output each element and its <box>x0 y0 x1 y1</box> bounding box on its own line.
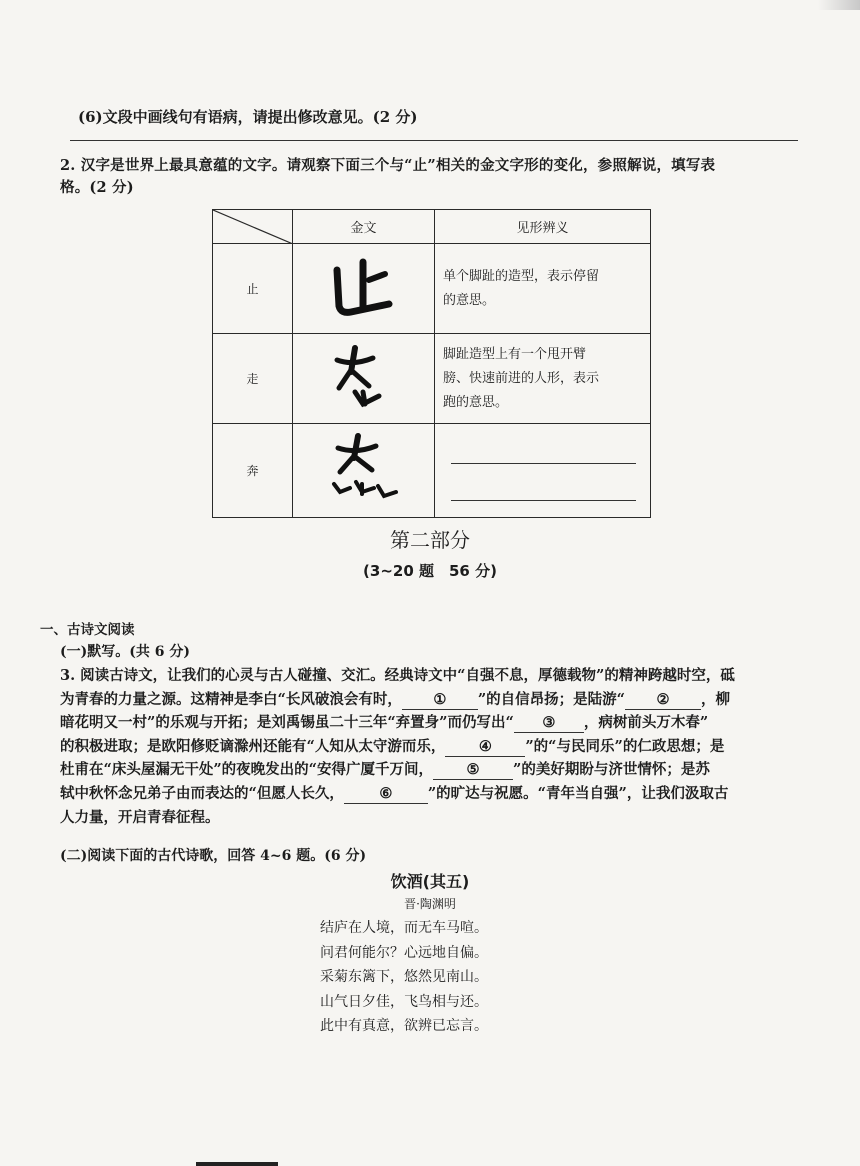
poem-line: 此中有真意，欲辨已忘言。 <box>320 1018 488 1034</box>
row-desc-ben-answer-blank[interactable] <box>435 424 651 518</box>
desc-line: 膀、快速前进的人形，表示 <box>443 370 600 386</box>
blank-4[interactable]: ④ <box>445 738 525 757</box>
q3-text: ”的旷达与祝愿。“青年当自强”，让我们汲取古 <box>427 784 729 802</box>
zou-bronze-glyph-icon <box>293 334 435 424</box>
answer-line[interactable] <box>451 441 636 464</box>
blank-5[interactable]: ⑤ <box>433 761 513 780</box>
q3-text: ”的自信昂扬；是陆游“ <box>477 690 626 708</box>
q3-text: ，病树前头万木春” <box>583 714 709 732</box>
row-desc-zhi <box>435 244 651 334</box>
blank-2[interactable]: ② <box>625 691 701 710</box>
poem-line: 山气日夕佳，飞鸟相与还。 <box>320 993 488 1010</box>
row-desc-zou <box>435 334 651 424</box>
character-table <box>212 209 651 518</box>
q3-text: 轼中秋怀念兄弟子由而表达的“但愿人长久， <box>60 784 344 802</box>
poem-title: 饮酒(其五) <box>390 872 470 891</box>
question-6: (6)文段中画线句有语病，请提出修改意见。(2 分) <box>78 108 418 126</box>
ben-bronze-glyph-icon <box>293 424 435 518</box>
section-1-title: 一、古诗文阅读 <box>40 622 135 638</box>
q3-text: ，柳 <box>701 690 731 708</box>
row-label-zou: 走 <box>213 334 293 424</box>
q3-text: 杜甫在“床头屋漏无干处”的夜晚发出的“安得广厦千万间， <box>60 761 434 779</box>
q3-text: ”的美好期盼与济世情怀；是苏 <box>513 761 710 779</box>
header-meaning: 见形辨义 <box>435 210 651 244</box>
poem-author: 晋·陶渊明 <box>404 897 456 911</box>
q3-line <box>60 782 808 806</box>
q3-text: 人力量，开启青春征程。 <box>60 808 220 826</box>
header-bronze-script: 金文 <box>293 210 435 244</box>
table-corner-cell <box>213 210 293 244</box>
desc-line: 的意思。 <box>443 292 496 308</box>
row-label-ben: 奔 <box>213 424 293 518</box>
desc-line: 跑的意思。 <box>443 394 509 410</box>
part-2-title: 第二部分 <box>390 528 470 552</box>
blank-1[interactable]: ① <box>402 691 478 710</box>
q3-line <box>60 806 808 830</box>
row-label-zhi: 止 <box>213 244 293 334</box>
blank-6[interactable]: ⑥ <box>344 785 428 804</box>
subsection-2-title: (二)阅读下面的古代诗歌，回答 4~6 题。(6 分) <box>60 848 367 864</box>
q3-text: 为青春的力量之源。这精神是李白“长风破浪会有时， <box>60 690 402 708</box>
q3-text: ”的“与民同乐”的仁政思想；是 <box>525 737 725 755</box>
poem-body <box>320 916 488 1039</box>
diagonal-line <box>213 210 293 244</box>
poem-line: 结庐在人境，而无车马喧。 <box>320 920 488 936</box>
q3-text: 暗花明又一村”的乐观与开拓；是刘禹锡虽二十三年“弃置身”而仍写出“ <box>60 714 514 732</box>
q3-line <box>60 735 808 759</box>
q3-line <box>60 758 808 782</box>
zhi-bronze-glyph-icon <box>293 244 435 334</box>
part-2-subtitle: (3~20 题 56 分) <box>363 562 497 580</box>
page-edge-mark <box>196 1162 278 1166</box>
question-2-line-1: 2. 汉字是世界上最具意蕴的文字。请观察下面三个与“止”相关的金文字形的变化，参照解说，填写表 <box>60 157 716 174</box>
blank-3[interactable]: ③ <box>514 714 584 733</box>
desc-line: 单个脚趾的造型，表示停留 <box>443 268 600 284</box>
question-2-line-2: 格。(2 分) <box>60 179 134 196</box>
question-3 <box>60 664 808 829</box>
poem-line: 问君何能尔？心远地自偏。 <box>320 944 488 961</box>
answer-line[interactable] <box>451 478 636 501</box>
scan-corner-shadow <box>818 0 860 10</box>
q3-line <box>60 711 808 735</box>
q3-line <box>60 688 808 712</box>
q3-text: 的积极进取；是欧阳修贬谪滁州还能有“人知从太守游而乐， <box>60 737 446 755</box>
divider-rule <box>70 140 798 141</box>
q3-line <box>60 664 808 688</box>
subsection-1-title: (一)默写。(共 6 分) <box>60 644 190 660</box>
q3-text: 3. 阅读古诗文，让我们的心灵与古人碰撞、交汇。经典诗文中“自强不息，厚德载物”的精神跨越时空，砥 <box>60 667 735 684</box>
desc-line: 脚趾造型上有一个甩开臂 <box>443 346 587 362</box>
poem-line: 采菊东篱下，悠然见南山。 <box>320 969 488 985</box>
